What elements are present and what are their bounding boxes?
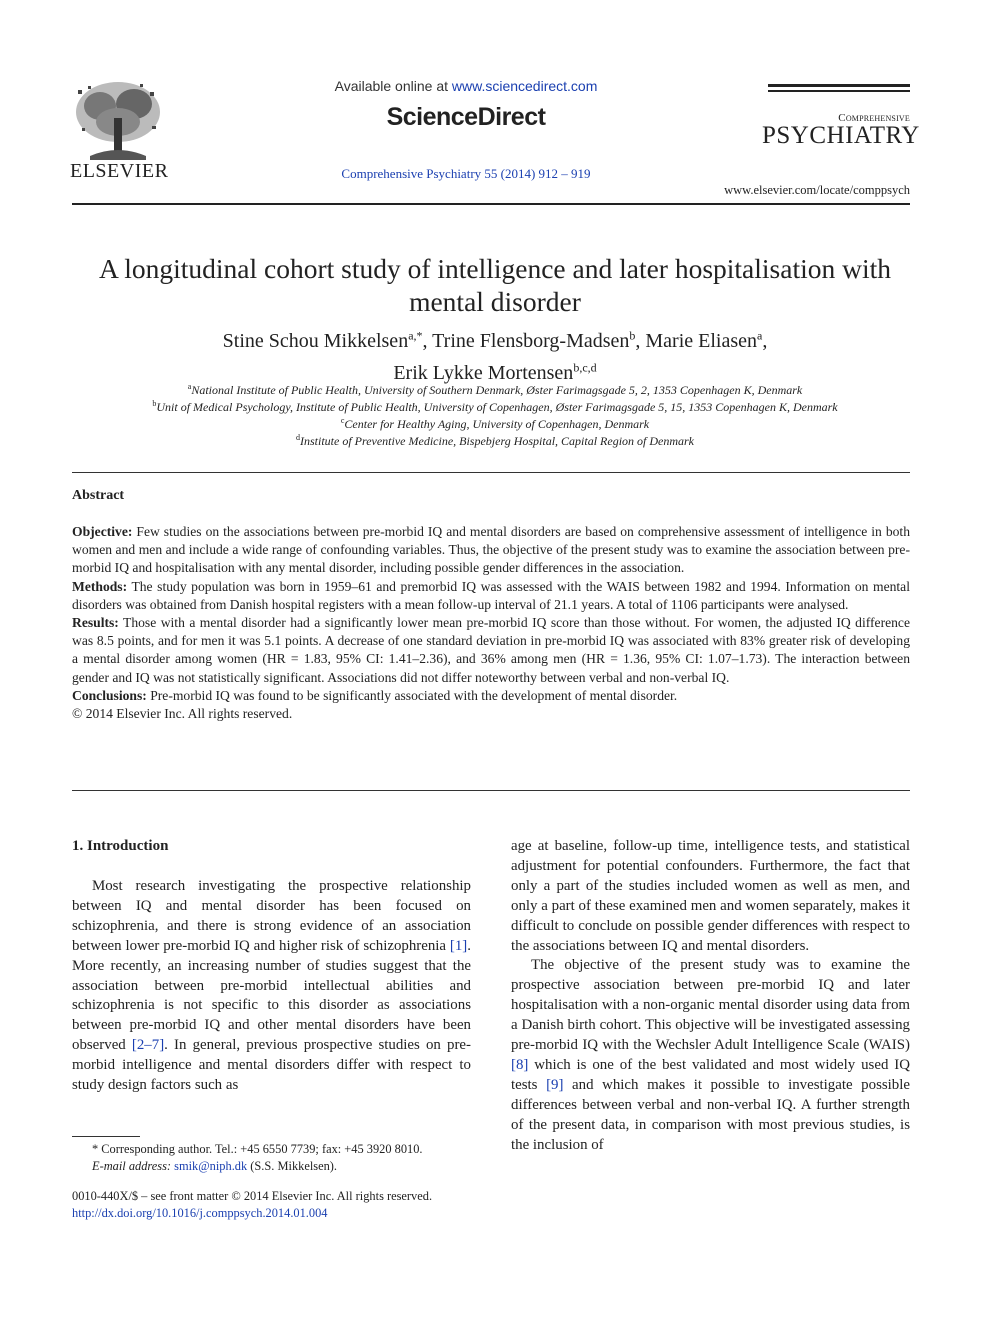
- citation-link[interactable]: [1]: [449, 937, 468, 954]
- journal-reference[interactable]: Comprehensive Psychiatry 55 (2014) 912 – 919: [341, 166, 591, 181]
- footnote-corresponding: * Corresponding author. Tel.: +45 6550 7739; fax: +45 3920 8010.: [92, 1142, 423, 1156]
- journal-url[interactable]: www.elsevier.com/locate/comppsych: [724, 183, 910, 197]
- abstract-results: Results: Those with a mental disorder had a significantly lower mean pre-morbid IQ score than those without. For women, the adjusted IQ difference was 8.5 points, and for men it was 5.1 points. A decrease of one standard deviation in pre-morbid IQ was associated with 83% greater risk of developing a mental disorder among women (HR = 1.83, 95% CI: 1.41–2.36), and 36% among men (HR = 1.36, 95% CI: 1.07–1.73). The interaction between gender and IQ was not statistically significant. Associations did not differ noteworthy between verbal and non-verbal IQ.: [72, 615, 910, 685]
- abstract-conclusions: Conclusions: Pre-morbid IQ was found to be significantly associated with the development of mental disorder.: [72, 687, 678, 703]
- email-link[interactable]: smik@niph.dk: [174, 1159, 248, 1173]
- citation-link[interactable]: [8]: [511, 1056, 529, 1073]
- journal-logo-main: PSYCHIATRY: [762, 122, 920, 149]
- abstract-bottom-rule: [72, 790, 910, 791]
- right-column: [511, 837, 910, 1156]
- citation-link[interactable]: [2–7]: [131, 1037, 165, 1054]
- abstract-copyright: © 2014 Elsevier Inc. All rights reserved.: [72, 706, 293, 722]
- abstract-methods: Methods: The study population was born in 1959–61 and premorbid IQ was assessed with the WAIS between 1982 and 1994. Information on mental disorders was obtained from Danish hospital registers with a mean follow-up interval of 21.1 years. A total of 1106 participants were analysed.: [72, 578, 910, 612]
- footnote-rule: [72, 1136, 140, 1137]
- journal-logo-rule: [768, 90, 910, 92]
- abstract-heading: Abstract: [72, 488, 125, 503]
- article-title: A longitudinal cohort study of intelligence and later hospitalisation with mental disorder: [98, 253, 891, 317]
- available-online: [260, 78, 672, 94]
- paragraph: Most research investigating the prospective relationship between IQ and mental disorder has been focused on schizophrenia, and there is strong evidence of an association between lower pre-morbid IQ and higher risk of schizophrenia [1]. More recently, an increasing number of studies suggest that the association between pre-morbid intellectual abilities and schizophrenia is not specific to this disorder as associations between pre-morbid IQ and other mental disorders have been observed [2–7]. In general, previous prospective studies on pre-morbid intelligence and mental disorders differ with respect to study design factors such as: [72, 878, 471, 1094]
- doi-link[interactable]: http://dx.doi.org/10.1016/j.comppsych.2014.01.004: [72, 1206, 328, 1220]
- elsevier-logo: [70, 78, 169, 182]
- abstract-objective: Objective: Few studies on the associations between pre-morbid IQ and mental disorders are based on comprehensive assessment of intelligence in both women and men and include a wide range of confounding variables. Thus, the objective of the present study was to examine the association between pre-morbid IQ and hospitalisation with any mental disorder, including possible gender differences in the association.: [72, 524, 910, 576]
- affiliation: $^b$Unit of Medical Psychology, Institute of Public Health, University of Copenhagen, Øster Farimagsgade 5, 15, 1353 Copenhagen K, Denmark: [152, 399, 838, 414]
- front-matter-text: 0010-440X/$ – see front matter © 2014 Elsevier Inc. All rights reserved.: [72, 1189, 433, 1203]
- author: Stine Schou Mikkelsen$^{a,*}$,: [222, 328, 433, 352]
- author: Erik Lykke Mortensen$^{b,c,d}$: [393, 360, 597, 385]
- paragraph: age at baseline, follow-up time, intelligence tests, and statistical adjustment for potential confounders. Furthermore, the fact that only a part of the studies included women as well as men, and only a part of these examined men and women separately, makes it difficult to conclude on possible gender differences with respect to the associations between IQ and mental disorders.: [511, 838, 910, 954]
- section-heading: 1. Introduction: [72, 838, 169, 854]
- citation-link[interactable]: [9]: [546, 1076, 564, 1093]
- journal-logo-rule: [768, 84, 910, 87]
- abstract-body: [72, 523, 910, 723]
- author: Marie Eliasen$^a$,: [645, 328, 768, 352]
- affiliation: $^d$Institute of Preventive Medicine, Bispebjerg Hospital, Capital Region of Denmark: [295, 433, 695, 448]
- author: Trine Flensborg-Madsen$^b$,: [432, 328, 646, 352]
- sciencedirect-link[interactable]: www.sciencedirect.com: [451, 78, 598, 94]
- paragraph: The objective of the present study was to examine the prospective association between pre-morbid IQ and later hospitalisation with a non-organic mental disorder using data from a Danish birth cohort. This objective will be investigated assessing pre-morbid IQ with the Wechsler Adult Intelligence Scale (WAIS) [8] which is one of the best validated and most widely used IQ tests [9] and which makes it possible to investigate possible differences between verbal and non-verbal IQ. A further strength of the present data, in comparison with most previous studies, is the inclusion of: [511, 957, 910, 1153]
- footnote-email: E-mail address: smik@niph.dk (S.S. Mikkelsen).: [92, 1159, 338, 1173]
- affiliation: $^c$Center for Healthy Aging, University of Copenhagen, Denmark: [340, 416, 650, 431]
- front-matter: [72, 1188, 492, 1222]
- sciencedirect-logo: ScienceDirect: [386, 103, 546, 131]
- abstract-top-rule: [72, 472, 910, 473]
- affiliation: $^a$National Institute of Public Health, University of Southern Denmark, Øster Farimagsgade 5, 2, 1353 Copenhagen K, Denmark: [187, 382, 803, 397]
- corresponding-author-note: [72, 1141, 492, 1175]
- header-divider: [72, 203, 910, 205]
- available-prefix: Available online at: [334, 78, 452, 94]
- journal-logo-top: Comprehensive: [838, 112, 910, 124]
- left-column: [72, 877, 471, 1096]
- elsevier-wordmark: ELSEVIER: [70, 160, 169, 182]
